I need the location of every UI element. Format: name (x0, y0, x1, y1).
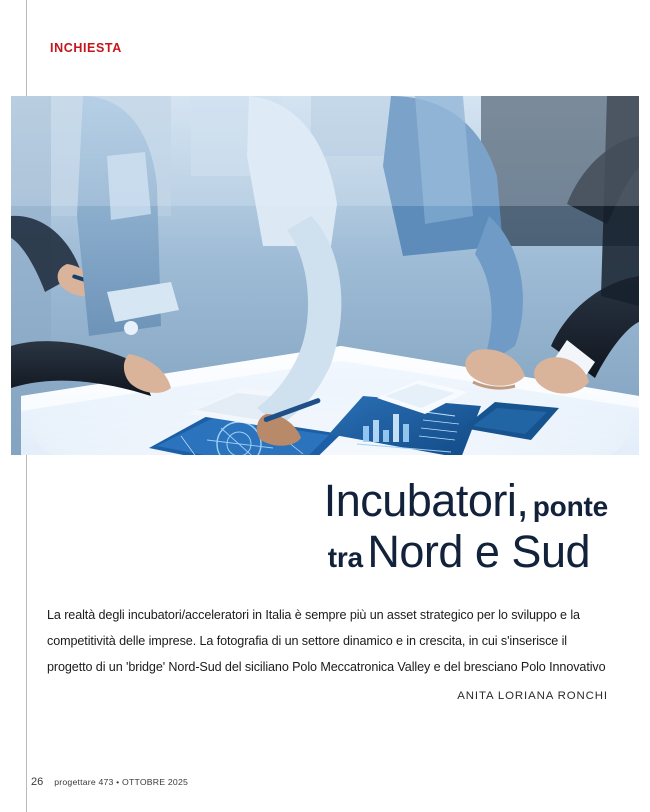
headline-line-1-accent: ponte (532, 491, 608, 522)
headline-line-2 (40, 526, 620, 577)
headline-line-2-main: Nord e Sud (367, 526, 590, 577)
headline-line-2-accent: tra (327, 542, 363, 573)
publication-info: progettare 473 • OTTOBRE 2025 (54, 777, 189, 787)
standfirst-text: La realtà degli incubatori/acceleratori in Italia è sempre più un asset strategico per lo sviluppo e la competitività delle imprese. La fotografia di un settore dinamico e in crescita, in cui s'inserisce il progetto di un 'bridge' Nord-Sud del siciliano Polo Meccatronica Valley e del bresciano Polo Innovativo (47, 608, 606, 674)
article-hero-photo (11, 96, 639, 455)
headline-line-1 (40, 475, 620, 526)
article-byline: ANITA LORIANA RONCHI (457, 690, 608, 702)
article-kicker: INCHIESTA (50, 41, 122, 55)
article-headline (40, 475, 620, 577)
page-number: 26 (31, 776, 44, 788)
article-standfirst (47, 603, 609, 680)
headline-line-1-main: Incubatori, (323, 475, 529, 526)
page-footer (31, 776, 188, 788)
